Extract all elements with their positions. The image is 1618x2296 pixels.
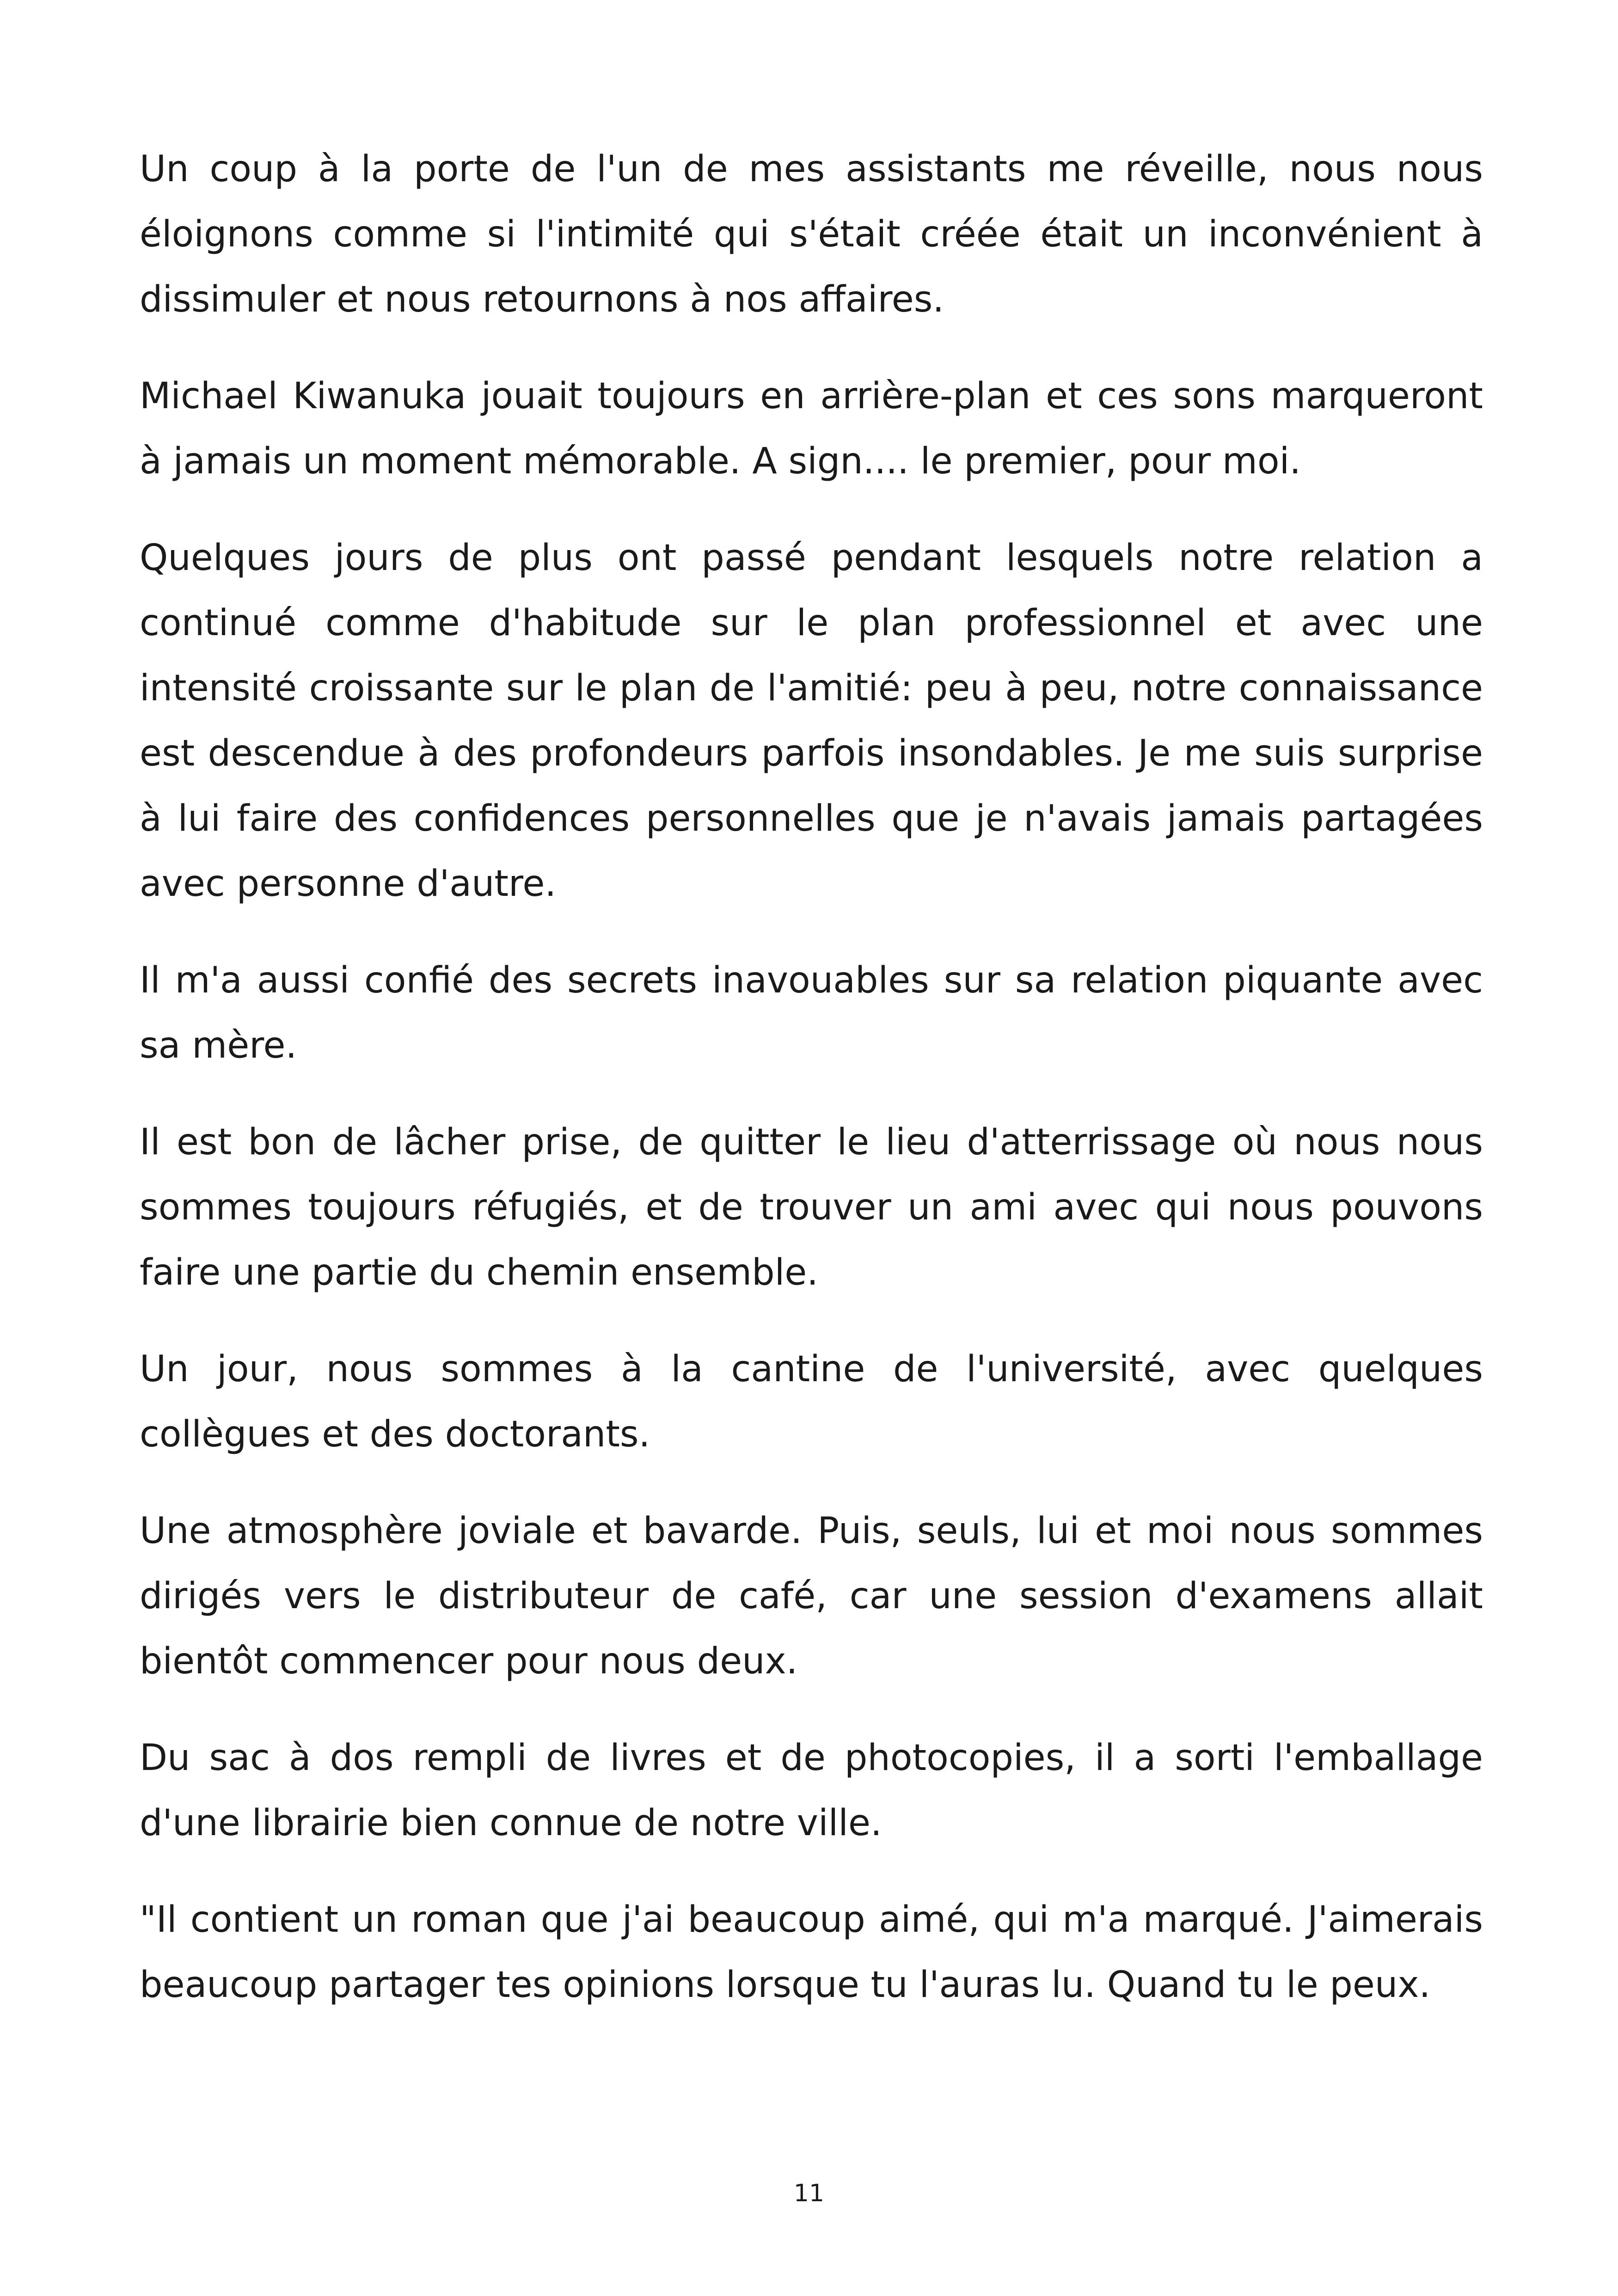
paragraph-7: Une atmosphère joviale et bavarde. Puis, seuls, lui et moi nous sommes dirigés vers le distributeur de café, car une session d'examens allait bientôt commencer pour nous deux. [140, 1510, 1483, 1682]
paragraph-1: Un coup à la porte de l'un de mes assistants me réveille, nous nous éloignons comme si l'intimité qui s'était créée était un inconvénient à dissimuler et nous retournons à nos affaires. [140, 148, 1483, 320]
paragraph-3: Quelques jours de plus ont passé pendant lesquels notre relation a continué comme d'habitude sur le plan professionnel et avec une intensité croissante sur le plan de l'amitié: peu à peu, notre connaissance est descendue à des profondeurs parfois insondables. Je me suis surprise à lui faire des confidences personnelles que je n'avais jamais partagées avec personne d'autre. [140, 537, 1483, 905]
page-number: 11 [793, 2180, 825, 2207]
body-text [140, 137, 1483, 2049]
paragraph-2: Michael Kiwanuka jouait toujours en arrière-plan et ces sons marqueront à jamais un moment mémorable. A sign.... le premier, pour moi. [140, 375, 1483, 482]
paragraph-8: Du sac à dos rempli de livres et de photocopies, il a sorti l'emballage d'une librairie bien connue de notre ville. [140, 1737, 1483, 1844]
paragraph-5: Il est bon de lâcher prise, de quitter le lieu d'atterrissage où nous nous sommes toujours réfugiés, et de trouver un ami avec qui nous pouvons faire une partie du chemin ensemble. [140, 1121, 1483, 1293]
paragraph-6: Un jour, nous sommes à la cantine de l'université, avec quelques collègues et des doctorants. [140, 1348, 1483, 1455]
paragraph-4: Il m'a aussi confié des secrets inavouables sur sa relation piquante avec sa mère. [140, 960, 1483, 1066]
paragraph-9: "Il contient un roman que j'ai beaucoup aimé, qui m'a marqué. J'aimerais beaucoup partager tes opinions lorsque tu l'auras lu. Quand tu le peux. [140, 1899, 1483, 2006]
